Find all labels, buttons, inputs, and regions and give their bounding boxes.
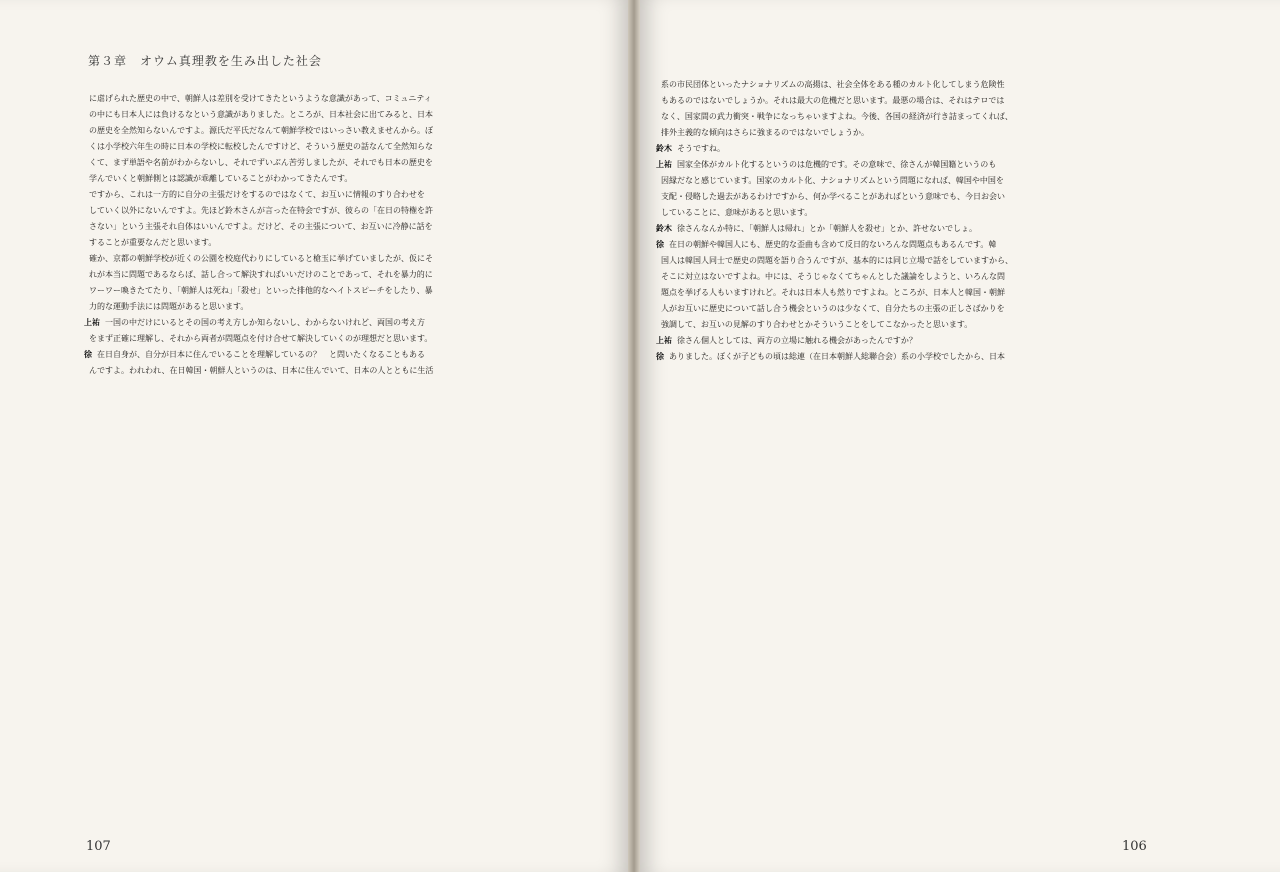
line-text: の中にも日本人には負けるなという意識がありました。ところが、日本社会に出てみると、日本 bbox=[89, 110, 433, 119]
text-line bbox=[84, 268, 576, 282]
text-line bbox=[656, 126, 1126, 140]
line-text: 徐さん個人としては、両方の立場に触れる機会があったんですか？ bbox=[677, 336, 917, 345]
line-text: 力的な運動手法には問題があると思います。 bbox=[89, 302, 249, 311]
line-text: さない」という主張それ自体はいいんですよ。だけど、その主張について、お互いに冷静に話を bbox=[89, 222, 433, 231]
text-line bbox=[84, 204, 576, 218]
line-text: ワーワー喚きたてたり、「朝鮮人は死ね」「殺せ」といった排他的なヘイトスピーチをしたり、暴 bbox=[89, 286, 433, 295]
text-line bbox=[656, 174, 1126, 188]
line-text: 人がお互いに歴史について話し合う機会というのは少なくて、自分たちの主張の正しさばかりを bbox=[661, 304, 1005, 313]
line-text: 支配・侵略した過去があるわけですから、何か学べることがあればという意味でも、今日お会い bbox=[661, 192, 1005, 201]
line-text: んですよ。われわれ、在日韓国・朝鮮人というのは、日本に住んでいて、日本の人とともに生活 bbox=[89, 366, 434, 375]
text-line bbox=[656, 334, 1126, 348]
line-text: なく、国家間の武力衝突・戦争になっちゃいますよね。今後、各国の経済が行き詰まってくれば、 bbox=[661, 112, 1013, 121]
line-text: 因縁だなと感じています。国家のカルト化、ナショナリズムという問題になれば、韓国や中国を bbox=[661, 176, 1004, 185]
line-text: 排外主義的な傾向はさらに強まるのではないでしょうか。 bbox=[661, 128, 869, 137]
left-text-block bbox=[84, 92, 576, 804]
line-text: 徐さんなんか特に、「朝鮮人は帰れ」とか「朝鮮人を殺せ」とか、許せないでしょ。 bbox=[677, 224, 977, 233]
text-line bbox=[656, 222, 1126, 236]
text-line bbox=[84, 284, 576, 298]
text-line bbox=[84, 140, 576, 154]
line-text: することが重要なんだと思います。 bbox=[89, 238, 217, 247]
line-text: していることに、意味があると思います。 bbox=[661, 208, 813, 217]
speaker-name: 徐 bbox=[656, 352, 664, 361]
text-line bbox=[84, 332, 576, 346]
text-line bbox=[656, 286, 1126, 300]
text-line bbox=[84, 124, 576, 138]
text-line bbox=[84, 364, 576, 378]
text-line bbox=[656, 110, 1126, 124]
text-line bbox=[84, 156, 576, 170]
text-line bbox=[84, 316, 576, 330]
text-line bbox=[656, 94, 1126, 108]
line-text: 一国の中だけにいるとその国の考え方しか知らないし、わからないけれど、両国の考え方 bbox=[105, 318, 425, 327]
text-line bbox=[656, 302, 1126, 316]
left-page bbox=[0, 0, 628, 872]
line-text: もあるのではないでしょうか。それは最大の危機だと思います。最悪の場合は、それはテロでは bbox=[661, 96, 1005, 105]
left-page-number: 107 bbox=[86, 839, 111, 854]
text-line bbox=[656, 142, 1126, 156]
line-text: の歴史を全然知らないんですよ。源氏だ平氏だなんて朝鮮学校ではいっさい教えませんから。ぼ bbox=[89, 126, 433, 135]
text-line bbox=[656, 78, 1126, 92]
text-line bbox=[84, 348, 576, 362]
line-text: れが本当に問題であるならば、話し合って解決すればいいだけのことであって、それを暴力的に bbox=[89, 270, 433, 279]
right-text-block bbox=[656, 78, 1126, 790]
line-text: ありました。ぼくが子どもの頃は総連（在日本朝鮮人総聯合会）系の小学校でしたから、日本 bbox=[669, 352, 1005, 361]
line-text: 題点を挙げる人もいますけれど。それは日本人も然りですよね。ところが、日本人と韓国・朝鮮 bbox=[661, 288, 1005, 297]
text-line bbox=[656, 206, 1126, 220]
line-text: 学んでいくと朝鮮側とは認識が乖離していることがわかってきたんです。 bbox=[89, 174, 353, 183]
text-line bbox=[656, 318, 1126, 332]
text-line bbox=[84, 92, 576, 106]
text-line bbox=[656, 238, 1126, 252]
line-text: 国家全体がカルト化するというのは危機的です。その意味で、徐さんが韓国籍というのも bbox=[677, 160, 997, 169]
text-line bbox=[84, 252, 576, 266]
book-gutter bbox=[628, 0, 640, 872]
line-text: 確か、京都の朝鮮学校が近くの公園を校庭代わりにしていると槍玉に挙げていましたが、仮にそ bbox=[89, 254, 433, 263]
speaker-name: 徐 bbox=[84, 350, 92, 359]
text-line bbox=[84, 172, 576, 186]
text-line bbox=[656, 270, 1126, 284]
text-line bbox=[84, 108, 576, 122]
line-text: くは小学校六年生の時に日本の学校に転校したんですけど、そういう歴史の話なんて全然知らな bbox=[89, 142, 433, 151]
line-text: に虐げられた歴史の中で、朝鮮人は差別を受けてきたというような意識があって、コミュニティ bbox=[89, 94, 432, 103]
text-line bbox=[656, 254, 1126, 268]
line-text: 強調して、お互いの見解のすり合わせとかそういうことをしてこなかったと思います。 bbox=[661, 320, 973, 329]
speaker-name: 徐 bbox=[656, 240, 664, 249]
speaker-name: 鈴木 bbox=[656, 144, 672, 153]
line-text: ですから、これは一方的に自分の主張だけをするのではなくて、お互いに情報のすり合わせを bbox=[89, 190, 425, 199]
text-line bbox=[656, 158, 1126, 172]
text-line bbox=[656, 190, 1126, 204]
left-column-stack bbox=[84, 92, 576, 804]
line-text: 国人は韓国人同士で歴史の問題を語り合うんですが、基本的には同じ立場で話をしていますから、 bbox=[661, 256, 1013, 265]
line-text: そうですね。 bbox=[677, 144, 725, 153]
speaker-name: 上祐 bbox=[84, 318, 100, 327]
line-text: そこに対立はないですよね。中には、そうじゃなくてちゃんとした議論をしようと、いろんな問 bbox=[661, 272, 1005, 281]
right-page-number: 106 bbox=[1122, 839, 1147, 854]
line-text: 在日自身が、自分が日本に住んでいることを理解しているの？ と問いたくなることもある bbox=[97, 350, 425, 359]
text-line bbox=[656, 350, 1126, 364]
text-line bbox=[84, 300, 576, 314]
right-column-stack bbox=[656, 78, 1126, 790]
line-text: していく以外にないんですよ。先ほど鈴木さんが言った在特会ですが、彼らの「在日の特権を許 bbox=[89, 206, 433, 215]
line-text: くて、まず単語や名前がわからないし、それでずいぶん苦労しましたが、それでも日本の歴史を bbox=[89, 158, 433, 167]
chapter-header: 第３章 オウム真理教を生み出した社会 bbox=[88, 54, 322, 68]
right-page bbox=[640, 0, 1280, 872]
speaker-name: 上祐 bbox=[656, 160, 672, 169]
speaker-name: 鈴木 bbox=[656, 224, 672, 233]
line-text: をまず正確に理解し、それから両者が問題点を付け合せて解決していくのが理想だと思います。 bbox=[89, 334, 433, 343]
line-text: 系の市民団体といったナショナリズムの高揚は、社会全体をある種のカルト化してしまう危険性 bbox=[661, 80, 1005, 89]
text-line bbox=[84, 220, 576, 234]
line-text: 在日の朝鮮や韓国人にも、歴史的な歪曲も含めて反日的ないろんな問題点もあるんです。韓 bbox=[669, 240, 997, 249]
speaker-name: 上祐 bbox=[656, 336, 672, 345]
text-line bbox=[84, 188, 576, 202]
text-line bbox=[84, 236, 576, 250]
